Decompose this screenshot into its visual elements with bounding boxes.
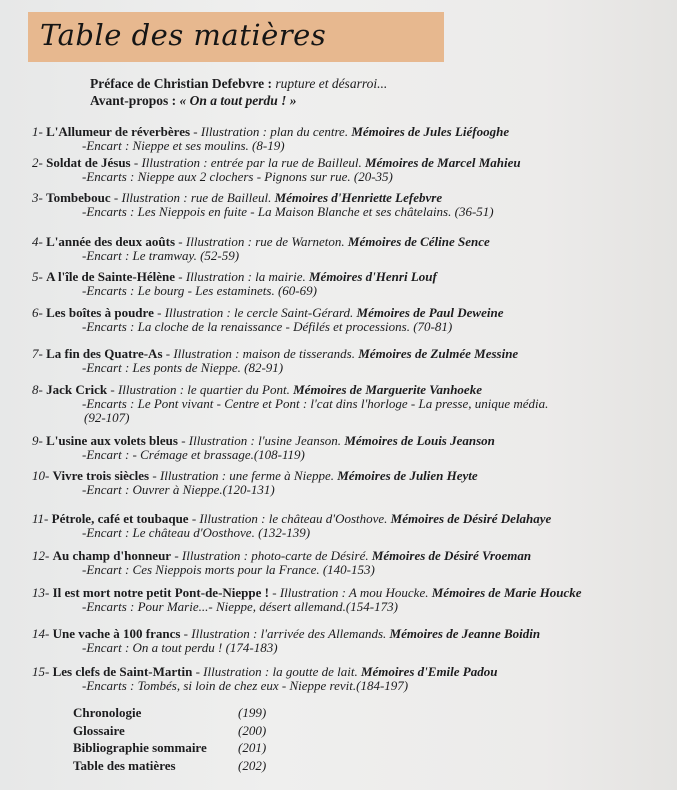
- chapter-entry: [32, 434, 495, 462]
- chapter-entry: [32, 156, 521, 184]
- chapter-illustration: Illustration : la mairie.: [185, 269, 306, 284]
- chapter-number: 9-: [32, 433, 43, 448]
- chapter-title: Pétrole, café et toubaque: [51, 511, 189, 526]
- chapter-illustration: Illustration : l'usine Jeanson.: [188, 433, 342, 448]
- chapter-number: 12-: [32, 548, 50, 563]
- chapter-number: 5-: [32, 269, 43, 284]
- chapter-entry: [32, 586, 582, 614]
- chapter-encarts: -Encarts : Pour Marie...- Nieppe, désert allemand.(154-173): [82, 599, 398, 614]
- chapter-entry: [32, 383, 548, 425]
- chapter-line: [32, 155, 521, 170]
- chapter-encarts: -Encart : Ces Nieppois morts pour la France. (140-153): [82, 562, 375, 577]
- appendix-row: [73, 757, 266, 775]
- appendix-label: Bibliographie sommaire: [73, 740, 207, 755]
- chapter-encarts: -Encart : Les ponts de Nieppe. (82-91): [82, 360, 284, 375]
- chapter-illustration: Illustration : plan du centre.: [200, 124, 349, 139]
- chapter-line: [32, 626, 540, 641]
- chapter-title: L'usine aux volets bleus: [46, 433, 178, 448]
- chapter-memoires: Mémoires d'Emile Padou: [360, 664, 498, 679]
- chapter-title: L'année des deux aoûts: [46, 234, 176, 249]
- chapter-number: 7-: [32, 346, 43, 361]
- appendix-row: [73, 739, 266, 757]
- avant-propos-line: [90, 92, 387, 109]
- chapter-encarts: -Encarts : Tombés, si loin de chez eux - Nieppe revit.(184-197): [82, 678, 409, 693]
- chapter-memoires: Mémoires de Marie Houcke: [431, 585, 582, 600]
- preface-line: [90, 75, 387, 92]
- chapter-memoires: Mémoires de Zulmée Messine: [358, 346, 519, 361]
- chapter-separator: -: [130, 155, 142, 170]
- chapter-line: [32, 382, 482, 397]
- chapter-separator: -: [171, 548, 182, 563]
- chapter-encarts: -Encarts : Les Nieppois en fuite - La Maison Blanche et ses châtelains. (36-51): [82, 204, 494, 219]
- chapter-illustration: Illustration : photo-carte de Désiré.: [181, 548, 369, 563]
- chapter-memoires: Mémoires d'Henriette Lefebvre: [274, 190, 443, 205]
- chapter-illustration: Illustration : le quartier du Pont.: [117, 382, 290, 397]
- chapter-line: [32, 234, 490, 249]
- appendix-label: Table des matières: [73, 757, 176, 773]
- appendix-row: [73, 722, 266, 740]
- chapter-encarts: -Encart : - Crémage et brassage.(108-119): [82, 447, 305, 462]
- chapter-entry: [32, 191, 494, 219]
- appendix-row: [73, 704, 266, 722]
- chapter-separator: -: [190, 124, 201, 139]
- chapter-number: 14-: [32, 626, 50, 641]
- chapter-entry: [32, 469, 478, 497]
- chapter-number: 1-: [32, 124, 43, 139]
- chapter-entry: [32, 306, 504, 334]
- chapter-illustration: Illustration : A mou Houcke.: [279, 585, 429, 600]
- chapter-separator: -: [107, 382, 118, 397]
- chapter-encarts: -Encart : On a tout perdu ! (174-183): [82, 640, 278, 655]
- chapter-illustration: Illustration : la goutte de lait.: [203, 664, 358, 679]
- chapter-illustration: Illustration : le cercle Saint-Gérard.: [164, 305, 354, 320]
- chapter-separator: -: [180, 626, 192, 641]
- chapter-title: Vivre trois siècles: [52, 468, 150, 483]
- chapter-encarts-continued: (92-107): [84, 410, 130, 425]
- chapter-number: 4-: [32, 234, 43, 249]
- chapter-memoires: Mémoires de Céline Sence: [347, 234, 490, 249]
- chapter-separator: -: [149, 468, 160, 483]
- chapter-memoires: Mémoires de Jules Liéfooghe: [351, 124, 510, 139]
- chapter-number: 11-: [32, 511, 49, 526]
- chapter-memoires: Mémoires de Marcel Mahieu: [364, 155, 521, 170]
- chapter-number: 6-: [32, 305, 43, 320]
- appendix-page: (199): [238, 705, 267, 720]
- chapter-illustration: Illustration : l'arrivée des Allemands.: [191, 626, 387, 641]
- chapter-memoires: Mémoires de Louis Jeanson: [344, 433, 495, 448]
- chapter-line: [32, 585, 582, 600]
- chapter-entry: [32, 235, 490, 263]
- chapter-encarts: -Encart : Nieppe et ses moulins. (8-19): [82, 138, 285, 153]
- chapter-encarts: -Encarts : Nieppe aux 2 clochers - Pignons sur rue. (20-35): [82, 169, 393, 184]
- avant-propos-label: Avant-propos :: [90, 93, 177, 108]
- chapter-entry: [32, 627, 540, 655]
- chapter-number: 2-: [32, 155, 43, 170]
- page-title: Table des matières: [40, 18, 327, 52]
- chapter-number: 8-: [32, 382, 43, 397]
- appendix-page: (201): [238, 740, 267, 755]
- chapter-title: Il est mort notre petit Pont-de-Nieppe !: [52, 585, 269, 600]
- chapter-entry: [32, 270, 437, 298]
- chapter-title: L'Allumeur de réverbères: [46, 124, 191, 139]
- chapter-separator: -: [177, 433, 189, 448]
- preface-label: Préface de Christian Defebvre :: [90, 76, 272, 91]
- chapter-separator: -: [110, 190, 122, 205]
- chapter-encarts: -Encarts : La cloche de la renaissance - Défilés et processions. (70-81): [82, 319, 453, 334]
- chapter-memoires: Mémoires de Julien Heyte: [337, 468, 478, 483]
- chapter-separator: -: [175, 234, 186, 249]
- chapter-title: A l'île de Sainte-Hélène: [46, 269, 175, 284]
- chapter-separator: -: [188, 511, 200, 526]
- chapter-line: [32, 511, 551, 526]
- intro-block: [90, 75, 387, 109]
- chapter-separator: -: [192, 664, 204, 679]
- chapter-illustration: Illustration : maison de tisserands.: [173, 346, 355, 361]
- chapter-illustration: Illustration : rue de Bailleul.: [121, 190, 272, 205]
- chapter-encarts: -Encart : Le château d'Oosthove. (132-139): [82, 525, 311, 540]
- chapter-memoires: Mémoires d'Henri Louf: [308, 269, 437, 284]
- chapter-illustration: Illustration : entrée par la rue de Bailleul.: [141, 155, 362, 170]
- chapter-encarts: -Encart : Le tramway. (52-59): [82, 248, 240, 263]
- chapter-entry: [32, 665, 497, 693]
- chapter-title: Soldat de Jésus: [46, 155, 131, 170]
- chapter-separator: -: [153, 305, 165, 320]
- chapter-number: 10-: [32, 468, 50, 483]
- chapter-line: [32, 468, 478, 483]
- chapter-title: La fin des Quatre-As: [46, 346, 163, 361]
- appendix-page: (202): [238, 757, 267, 773]
- appendix-list: [73, 704, 266, 774]
- avant-propos-text: « On a tout perdu ! »: [179, 93, 297, 108]
- chapter-line: [32, 433, 495, 448]
- chapter-entry: [32, 512, 551, 540]
- appendix-page: (200): [238, 722, 267, 738]
- chapter-separator: -: [162, 346, 174, 361]
- chapter-encarts: -Encarts : Le bourg - Les estaminets. (60-69): [82, 283, 317, 298]
- chapter-memoires: Mémoires de Désiré Vroeman: [371, 548, 532, 563]
- chapter-illustration: Illustration : rue de Warneton.: [185, 234, 345, 249]
- chapter-entry: [32, 549, 531, 577]
- chapter-separator: -: [175, 269, 186, 284]
- chapter-illustration: Illustration : le château d'Oosthove.: [199, 511, 388, 526]
- chapter-number: 15-: [32, 664, 50, 679]
- chapter-memoires: Mémoires de Marguerite Vanhoeke: [293, 382, 482, 397]
- chapter-illustration: Illustration : une ferme à Nieppe.: [159, 468, 334, 483]
- chapter-separator: -: [268, 585, 280, 600]
- chapter-title: Jack Crick: [46, 382, 108, 397]
- chapter-number: 3-: [32, 190, 43, 205]
- chapter-title: Les clefs de Saint-Martin: [52, 664, 193, 679]
- chapter-title: Une vache à 100 francs: [52, 626, 181, 641]
- chapter-line: [32, 190, 442, 205]
- chapter-memoires: Mémoires de Désiré Delahaye: [390, 511, 552, 526]
- chapter-line: [32, 124, 509, 139]
- preface-text: rupture et désarroi...: [275, 76, 388, 91]
- chapter-entry: [32, 125, 509, 153]
- chapter-memoires: Mémoires de Paul Deweine: [356, 305, 504, 320]
- chapter-encarts: -Encart : Ouvrer à Nieppe.(120-131): [82, 482, 275, 497]
- chapter-title: Les boîtes à poudre: [46, 305, 154, 320]
- chapter-number: 13-: [32, 585, 50, 600]
- chapter-title: Tombebouc: [46, 190, 111, 205]
- appendix-label: Chronologie: [73, 705, 142, 720]
- chapter-title: Au champ d'honneur: [52, 548, 172, 563]
- chapter-encarts: -Encarts : Le Pont vivant - Centre et Pont : l'cat dins l'horloge - La presse, unique média.: [82, 396, 549, 411]
- chapter-entry: [32, 347, 518, 375]
- chapter-line: [32, 346, 518, 361]
- chapter-line: [32, 548, 531, 563]
- chapter-line: [32, 664, 497, 679]
- chapter-memoires: Mémoires de Jeanne Boidin: [389, 626, 541, 641]
- chapter-line: [32, 269, 437, 284]
- chapter-line: [32, 305, 504, 320]
- appendix-label: Glossaire: [73, 722, 125, 738]
